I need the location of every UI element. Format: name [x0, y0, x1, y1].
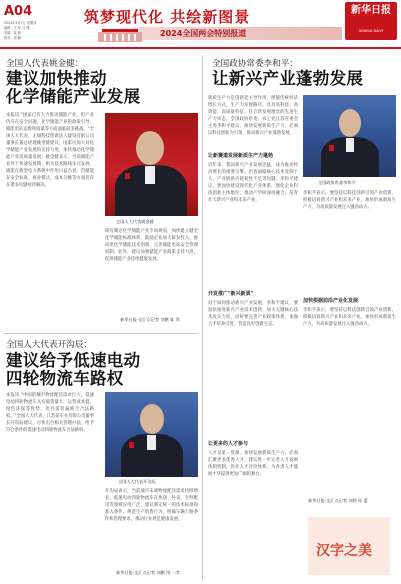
meta-line: 编辑：王 东 马 翎 [4, 26, 30, 30]
title-line: 让新兴产业蓬勃发展 [212, 69, 364, 88]
portrait-photo [105, 392, 198, 477]
column-divider [202, 55, 203, 580]
byline: 新华日报·交汇点记者 刘炳 孙 蕾 [308, 498, 368, 503]
meta-line: 2024年3月7日 星期四 [4, 21, 37, 25]
face [140, 404, 164, 434]
face [136, 131, 164, 165]
article-title [6, 352, 201, 388]
masthead-title: 新华日报 [351, 5, 391, 16]
banner-text: 2024全国两会特别报道 [160, 29, 247, 38]
meta-line: 美编：秦 明 [4, 31, 21, 35]
article-kicker: 全国人代表姚金健： [6, 59, 84, 69]
badge-icon [329, 145, 334, 151]
shirt [346, 138, 354, 152]
title-line: 建议加快推动 [6, 69, 107, 88]
subheading: 加快根据前沿产业化发展 [303, 298, 359, 304]
article-body: 新质生产力是创新起主导作用，摆脱传统经济增长方式、生产力发展路径，具有高科技、高效能、高质量特征，符合新发展理念的先进生产力质态。全国政协常委、农工党江苏省委会主委李和平建议，加快发展新质生产力，必须以科技创新为引领，推动新兴产业蓬勃发展。 [208, 96, 298, 136]
article-kicker: 全国政协常委李和平： [212, 59, 298, 69]
great-hall-icon [94, 24, 146, 44]
masthead-subtitle: XINHUA DAILY [358, 29, 384, 33]
article-kicker: 全国人大代表开沟辰： [6, 340, 92, 350]
face [339, 109, 361, 137]
article-title [6, 70, 201, 106]
badge-icon [125, 173, 130, 179]
title-line: 建议给予低速电动 [6, 351, 141, 370]
page-number: A04 [4, 4, 33, 19]
article-body: 对于如何推动新兴产业发展，李和平建议，要加快推进新兴产业技术创新，加大关键核心技术攻关力度，同时要完善产业政策体系，加强人才培养引进，营造良好创新生态。 [208, 301, 298, 327]
photo-caption: 全国人大代表开沟辰 [118, 479, 156, 484]
badge-icon [129, 442, 134, 448]
subheading: 让更多的人才参与 [208, 441, 249, 447]
issue-meta [4, 21, 64, 41]
photo-caption: 全国政协常委李和平 [318, 180, 356, 185]
article-body: 开沟辰表示，当前城市末端物流配送需求持续增长，低速电动四轮物流车在快递、外卖、生鲜配送等领域应用广泛。建议制定统一的技术标准和准入条件，规范生产销售行为，明确车辆上路条件和管理要求，推动行业规范健康发展。 [105, 489, 198, 522]
portrait-photo [105, 113, 198, 216]
article-title [212, 70, 397, 88]
article-body: 李和平表示，要坚持以科技创新引领产业创新，积极培育新兴产业和未来产业，加快形成新质生产力，为高质量发展注入强劲动力。 [303, 191, 396, 210]
calligraphy-text: 汉字之美 [316, 543, 372, 559]
article-body: 本报讯 "中国的城市物流配送需求巨大，低速电动四轮物流车具有载货量大、运营成本低、绿色环保等优势，但目前普遍缺乏合法路权。"全国人大代表、江苏某车业有限公司董事长开沟辰建议，尽快出台相关管理办法，给予符合条件的低速电动四轮物流车合法路权。 [6, 393, 94, 433]
shirt [145, 166, 155, 184]
page-header [0, 0, 401, 48]
title-line: 四轮物流车路权 [6, 369, 124, 388]
section-headline: 筑梦现代化 共绘新图景 [84, 8, 251, 26]
section-divider [4, 333, 198, 334]
photo-caption: 全国人大代表姚金健 [116, 219, 154, 224]
subheading: 让新赛道发展新质生产力蓬勃 [208, 153, 274, 159]
article-body: 本报讯 "国家已有大力推动储能产业，但产业仍存在安全问题，化学储能产业的政策引导、储能电站运维和质量等方面面临较多挑战。"全国人大代表、无锡科技创新法人建设有限公司董事长兼总经理姚金健建议，国家应加大对化学储能产业发展的支持力度，加快推动化学储能产业高质量发展。姚金健表示，当前储能产业处于快速发展期，相关技术路线多元发展，储能在新型电力系统中作用日益凸显。但储能在安全标准、商业模式、成本分摊等方面仍存在诸多问题亟待解决。 [6, 113, 94, 188]
byline: 新华日报·交汇点记者 刘鹏 陈 翠 [120, 317, 180, 322]
shirt [147, 435, 156, 450]
article-body: 近年来，我国新兴产业发展迅猛，成为推动经济增长的重要引擎。但也面临核心技术受制于人、产业链供应链韧性不足等问题。李和平建议，要加快建设现代化产业体系，强化企业科技创新主体地位，推动产学研深度融合，培育壮大新兴产业和未来产业。 [208, 163, 298, 203]
subheading: 开发推广"新兴新质" [208, 291, 254, 297]
header-rule [0, 47, 401, 49]
title-line: 化学储能产业发展 [6, 87, 141, 106]
article-body: 李和平表示，要坚持以科技创新引领产业创新，积极培育新兴产业和未来产业，加快形成新质生产力，为高质量发展注入强劲动力。 [303, 308, 396, 327]
portrait-photo [303, 95, 396, 177]
byline: 新华日报·交汇点记者 刘鹏 钱 一苇 [116, 570, 180, 575]
meta-line: 校对：周 鹏 [4, 36, 21, 40]
article-body: 人才是第一资源。加快发展新质生产力，必须汇聚更多优秀人才。建议进一步完善人才发展体制机制，优化人才评价体系，为各类人才施展才华提供更加广阔的舞台。 [208, 451, 298, 477]
article-body: 研究制定化学储能产业专项规划，加快建立健全化学储能标准体系，鼓励企业加大研发投入，推动电化学储能技术创新，完善储能电站安全管理机制。此外，建议加强储能产业政策支持力度，促进储能产业持续健康发展。 [105, 229, 198, 262]
